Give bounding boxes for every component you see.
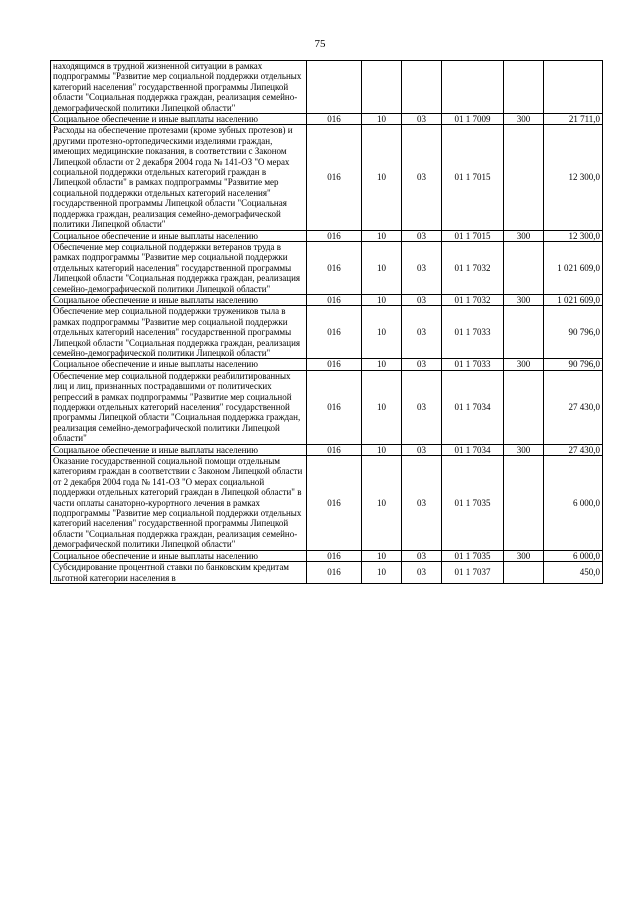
target-item-code: 01 1 7035 (442, 550, 504, 561)
subsection-code: 03 (402, 241, 442, 294)
subsection-code: 03 (402, 125, 442, 230)
ved-code: 016 (307, 550, 362, 561)
expense-type-code (504, 306, 544, 359)
amount: 6 000,0 (544, 456, 603, 551)
row-name: Обеспечение мер социальной поддержки тружеников тыла в рамках подпрограммы "Развитие мер социальной поддержки отдельных категорий населения" государственной программы Липецкой области "Социальная поддержка граждан, реализация семейно-демографической политики Липецкой области" (51, 306, 307, 359)
section-code: 10 (362, 444, 402, 455)
expense-type-code: 300 (504, 294, 544, 305)
target-item-code: 01 1 7034 (442, 370, 504, 444)
amount: 1 021 609,0 (544, 294, 603, 305)
section-code: 10 (362, 370, 402, 444)
amount: 450,0 (544, 562, 603, 584)
table-row (51, 241, 603, 294)
row-name: Социальное обеспечение и иные выплаты населению (51, 444, 307, 455)
target-item-code: 01 1 7015 (442, 230, 504, 241)
table-row (51, 456, 603, 551)
section-code: 10 (362, 125, 402, 230)
table-row (51, 444, 603, 455)
row-name: Расходы на обеспечение протезами (кроме зубных протезов) и другими протезно-ортопедическими изделиями граждан, имеющих медицинские показания, в соответствии с Законом Липецкой области от 2 декабря 2004 года № 141-ОЗ "О мерах социальной поддержки отдельных категорий граждан в Липецкой области" в рамках подпрограммы "Развитие мер социальной поддержки отдельных категорий населения" государственной программы Липецкой области "Социальная поддержка граждан, реализация семейно-демографической политики Липецкой области" (51, 125, 307, 230)
section-code (362, 61, 402, 114)
expense-type-code (504, 241, 544, 294)
ved-code (307, 61, 362, 114)
target-item-code (442, 61, 504, 114)
row-name: Социальное обеспечение и иные выплаты населению (51, 114, 307, 125)
target-item-code: 01 1 7015 (442, 125, 504, 230)
expense-type-code: 300 (504, 359, 544, 370)
ved-code: 016 (307, 444, 362, 455)
expense-type-code: 300 (504, 550, 544, 561)
expense-type-code (504, 456, 544, 551)
target-item-code: 01 1 7034 (442, 444, 504, 455)
expense-type-code (504, 61, 544, 114)
subsection-code: 03 (402, 230, 442, 241)
amount: 21 711,0 (544, 114, 603, 125)
subsection-code: 03 (402, 114, 442, 125)
subsection-code: 03 (402, 562, 442, 584)
table-row (51, 230, 603, 241)
section-code: 10 (362, 230, 402, 241)
row-name: Социальное обеспечение и иные выплаты населению (51, 359, 307, 370)
row-name: Обеспечение мер социальной поддержки ветеранов труда в рамках подпрограммы "Развитие мер социальной поддержки отдельных категорий населения" государственной программы Липецкой области "Социальная поддержка граждан, реализация семейно-демографической политики Липецкой области" (51, 241, 307, 294)
expense-type-code (504, 562, 544, 584)
target-item-code: 01 1 7032 (442, 294, 504, 305)
subsection-code: 03 (402, 306, 442, 359)
ved-code: 016 (307, 230, 362, 241)
row-name: Социальное обеспечение и иные выплаты населению (51, 294, 307, 305)
ved-code: 016 (307, 125, 362, 230)
ved-code: 016 (307, 114, 362, 125)
section-code: 10 (362, 456, 402, 551)
section-code: 10 (362, 306, 402, 359)
table-body (51, 61, 603, 584)
ved-code: 016 (307, 359, 362, 370)
amount: 1 021 609,0 (544, 241, 603, 294)
amount: 12 300,0 (544, 125, 603, 230)
target-item-code: 01 1 7032 (442, 241, 504, 294)
subsection-code (402, 61, 442, 114)
table-row (51, 125, 603, 230)
section-code: 10 (362, 359, 402, 370)
subsection-code: 03 (402, 550, 442, 561)
target-item-code: 01 1 7033 (442, 306, 504, 359)
section-code: 10 (362, 562, 402, 584)
row-name: Социальное обеспечение и иные выплаты населению (51, 230, 307, 241)
amount: 27 430,0 (544, 444, 603, 455)
amount: 27 430,0 (544, 370, 603, 444)
ved-code: 016 (307, 562, 362, 584)
expense-type-code: 300 (504, 230, 544, 241)
row-name: Социальное обеспечение и иные выплаты населению (51, 550, 307, 561)
table-row (51, 114, 603, 125)
row-name: Субсидирование процентной ставки по банковским кредитам льготной категории населения в (51, 562, 307, 584)
table-row (51, 562, 603, 584)
amount: 90 796,0 (544, 306, 603, 359)
page-number: 75 (314, 38, 326, 50)
section-code: 10 (362, 114, 402, 125)
row-name: Обеспечение мер социальной поддержки реабилитированных лиц и лиц, признанных пострадавшими от политических репрессий в рамках подпрограммы "Развитие мер социальной поддержки отдельных категорий населения" государственной программы Липецкой области "Социальная поддержка граждан, реализация семейно-демографической политики Липецкой области" (51, 370, 307, 444)
ved-code: 016 (307, 306, 362, 359)
budget-table (50, 60, 603, 584)
expense-type-code: 300 (504, 444, 544, 455)
target-item-code: 01 1 7009 (442, 114, 504, 125)
expense-type-code: 300 (504, 114, 544, 125)
section-code: 10 (362, 241, 402, 294)
table-row (51, 359, 603, 370)
section-code: 10 (362, 550, 402, 561)
ved-code: 016 (307, 456, 362, 551)
target-item-code: 01 1 7037 (442, 562, 504, 584)
amount: 12 300,0 (544, 230, 603, 241)
table-row (51, 61, 603, 114)
subsection-code: 03 (402, 370, 442, 444)
subsection-code: 03 (402, 456, 442, 551)
table-row (51, 550, 603, 561)
expense-type-code (504, 125, 544, 230)
table-row (51, 294, 603, 305)
ved-code: 016 (307, 370, 362, 444)
row-name: Оказание государственной социальной помощи отдельным категориям граждан в соответствии с Законом Липецкой области от 2 декабря 2004 года № 141-ОЗ "О мерах социальной поддержки отдельных категорий граждан в Липецкой области" в части оплаты санаторно-курортного лечения в рамках подпрограммы "Развитие мер социальной поддержки отдельных категорий населения" государственной программы Липецкой области "Социальная поддержка граждан, реализация семейно-демографической политики Липецкой области" (51, 456, 307, 551)
target-item-code: 01 1 7033 (442, 359, 504, 370)
ved-code: 016 (307, 241, 362, 294)
section-code: 10 (362, 294, 402, 305)
subsection-code: 03 (402, 444, 442, 455)
row-name: находящимся в трудной жизненной ситуации в рамках подпрограммы "Развитие мер социальной поддержки отдельных категорий населения" государственной программы Липецкой области "Социальная поддержка граждан, реализация семейно-демографической политики Липецкой области" (51, 61, 307, 114)
subsection-code: 03 (402, 294, 442, 305)
expense-type-code (504, 370, 544, 444)
amount (544, 61, 603, 114)
table-row (51, 306, 603, 359)
target-item-code: 01 1 7035 (442, 456, 504, 551)
ved-code: 016 (307, 294, 362, 305)
table-row (51, 370, 603, 444)
subsection-code: 03 (402, 359, 442, 370)
amount: 90 796,0 (544, 359, 603, 370)
amount: 6 000,0 (544, 550, 603, 561)
